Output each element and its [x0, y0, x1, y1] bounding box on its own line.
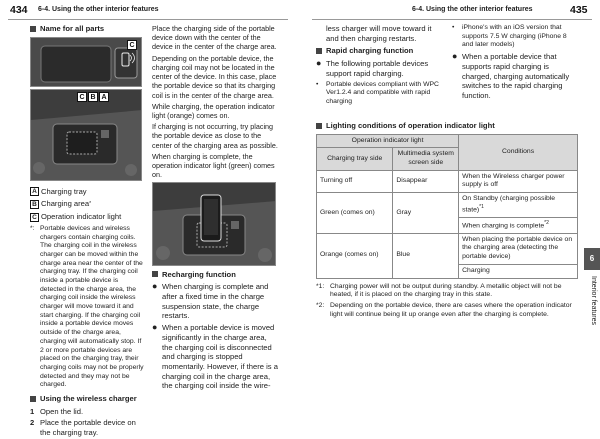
column-4	[452, 24, 578, 103]
cell-tray-orange: Orange (comes on)	[317, 233, 393, 278]
step-2: 2 Place the portable device on the charging tray.	[30, 418, 136, 438]
phone-on-tray-illustration	[153, 183, 276, 266]
chapter-tab-label: Interior features	[590, 276, 597, 326]
cell-cond-standby: On Standby (charging possible state)$^{*1}$	[459, 193, 578, 218]
section-heading-lighting: Lighting conditions of operation indicator light	[316, 121, 578, 131]
para-not-charging: If charging is not occurring, try placing the portable device as close to the center of the charging area as possible.	[152, 122, 278, 150]
cell-screen-off: Disappear	[393, 170, 459, 192]
legend-item-indicator-light: C Operation indicator light	[30, 212, 144, 222]
left-page-number: 434	[10, 4, 28, 16]
column-1	[30, 24, 144, 439]
column-2	[152, 24, 278, 393]
section-heading-recharging: Recharging function	[152, 270, 278, 280]
para-continued: less charger will move toward it and then charging restarts.	[326, 24, 432, 43]
para-coil-location: Depending on the portable device, the charging coil may not be located in the center of the device. In this case, place the portable device so that its charging coil is in the center of the charge area.	[152, 53, 277, 100]
section-heading-using: Using the wireless charger	[30, 394, 144, 404]
figure-phone-icon-panel	[30, 37, 142, 87]
legend-item-charging-tray: A Charging tray	[30, 187, 144, 197]
figure-phone-on-tray	[152, 182, 276, 266]
header-rule-left	[8, 19, 288, 20]
charging-tray-illustration	[31, 90, 142, 181]
chapter-tab: 6	[584, 248, 600, 270]
cell-cond-placing: When placing the portable device on the charging area (detecting the portable device)	[459, 233, 578, 264]
table-row	[317, 170, 578, 192]
step-1: 1 Open the lid.	[30, 406, 84, 416]
parts-footnote: *: Portable devices and wireless chargers contain charging coils. The charging coil in the wireless charger can be moved within the charge area near the center of the charging tray. If the charging coil inside a portable device is detected in the charge area, the charging coil inside the wireless charger will move toward it and start charging. If the charging coil inside a portable device moves outside of the charge area, charging will automatically stop. If 2 or more portable devices are placed on the charging tray, their charging coils may not be properly detected and they may not be charged.	[30, 224, 144, 389]
console-top-illustration	[31, 38, 142, 87]
left-page-header: 6-4. Using the other interior features	[38, 6, 159, 13]
recharging-bullet-2: ● When a portable device is moved significantly in the charge area, the charging coil is disconnected and charging is stopped momentarily. However, if there is a charging coil in the charge area, the charging coil inside the wire-	[152, 322, 278, 391]
para-place-device: Place the charging side of the portable device down with the center of the device in the center of the charge area.	[152, 24, 277, 52]
section-heading-parts: Name for all parts	[30, 24, 144, 34]
cell-cond-off: When the Wireless charger power supply is off	[459, 170, 578, 192]
figure-charging-tray	[30, 89, 142, 181]
cell-cond-charging: Charging	[459, 264, 578, 278]
section-square-icon	[316, 48, 322, 54]
table-row	[317, 193, 578, 218]
cell-cond-complete: When charging is complete$^{*2}$	[459, 217, 578, 233]
section-heading-rapid: Rapid charging function	[316, 46, 444, 56]
cell-tray-green: Green (comes on)	[317, 193, 393, 234]
legend-item-charging-area: B Charging area *	[30, 199, 144, 209]
right-page-number: 435	[570, 4, 588, 16]
rapid-bullet-2: ● When a portable device that supports rapid charging is charged, charging automatically switches to the rapid charging function.	[452, 51, 570, 100]
table-row	[317, 233, 578, 264]
callout-c: C	[77, 92, 87, 102]
column-3	[316, 24, 444, 109]
right-page-header: 6-4. Using the other interior features	[412, 6, 533, 13]
table-head-conditions: Conditions	[459, 134, 578, 170]
table-head-tray: Charging tray side	[317, 148, 393, 170]
rapid-sub-bullet-1: • Portable devices compliant with WPC Ver1.2.4 and compatible with rapid charging	[316, 80, 439, 105]
header-rule-right	[312, 19, 592, 20]
parts-legend	[30, 187, 144, 222]
table-note-2: *2: Depending on the portable device, there are cases where the operation indicator light will continue being lit up orange even after the charging is complete.	[316, 301, 572, 318]
rapid-sub-bullet-2: • iPhone's with an iOS version that supports 7.5 W charging (iPhone 8 and later models)	[452, 24, 567, 49]
section-square-icon	[30, 396, 36, 402]
callout-a: A	[99, 92, 109, 102]
cell-screen-gray: Gray	[393, 193, 459, 234]
callout-c-top: C	[127, 40, 137, 50]
para-green-light: When charging is complete, the operation indicator light (green) comes on.	[152, 151, 275, 180]
para-orange-light: While charging, the operation indicator light (orange) comes on.	[152, 101, 275, 120]
section-square-icon	[316, 123, 322, 129]
callout-b: B	[88, 92, 98, 102]
lighting-section	[316, 121, 578, 319]
recharging-bullet-1: ● When charging is complete and after a fixed time in the charge suspension state, the charge restarts.	[152, 281, 269, 321]
table-head-group: Operation indicator light	[317, 134, 459, 148]
section-square-icon	[152, 271, 158, 277]
rapid-bullet-1: ● The following portable devices support rapid charging.	[316, 58, 429, 78]
cell-tray-off: Turning off	[317, 170, 393, 192]
lighting-conditions-table	[316, 134, 578, 279]
table-head-screen: Multimedia system screen side	[393, 148, 459, 170]
table-note-1: *1: Charging power will not be output during standby. A metallic object will not be heated, if it is placed on the charging tray in this state.	[316, 282, 562, 299]
section-square-icon	[30, 26, 36, 32]
cell-screen-blue: Blue	[393, 233, 459, 278]
